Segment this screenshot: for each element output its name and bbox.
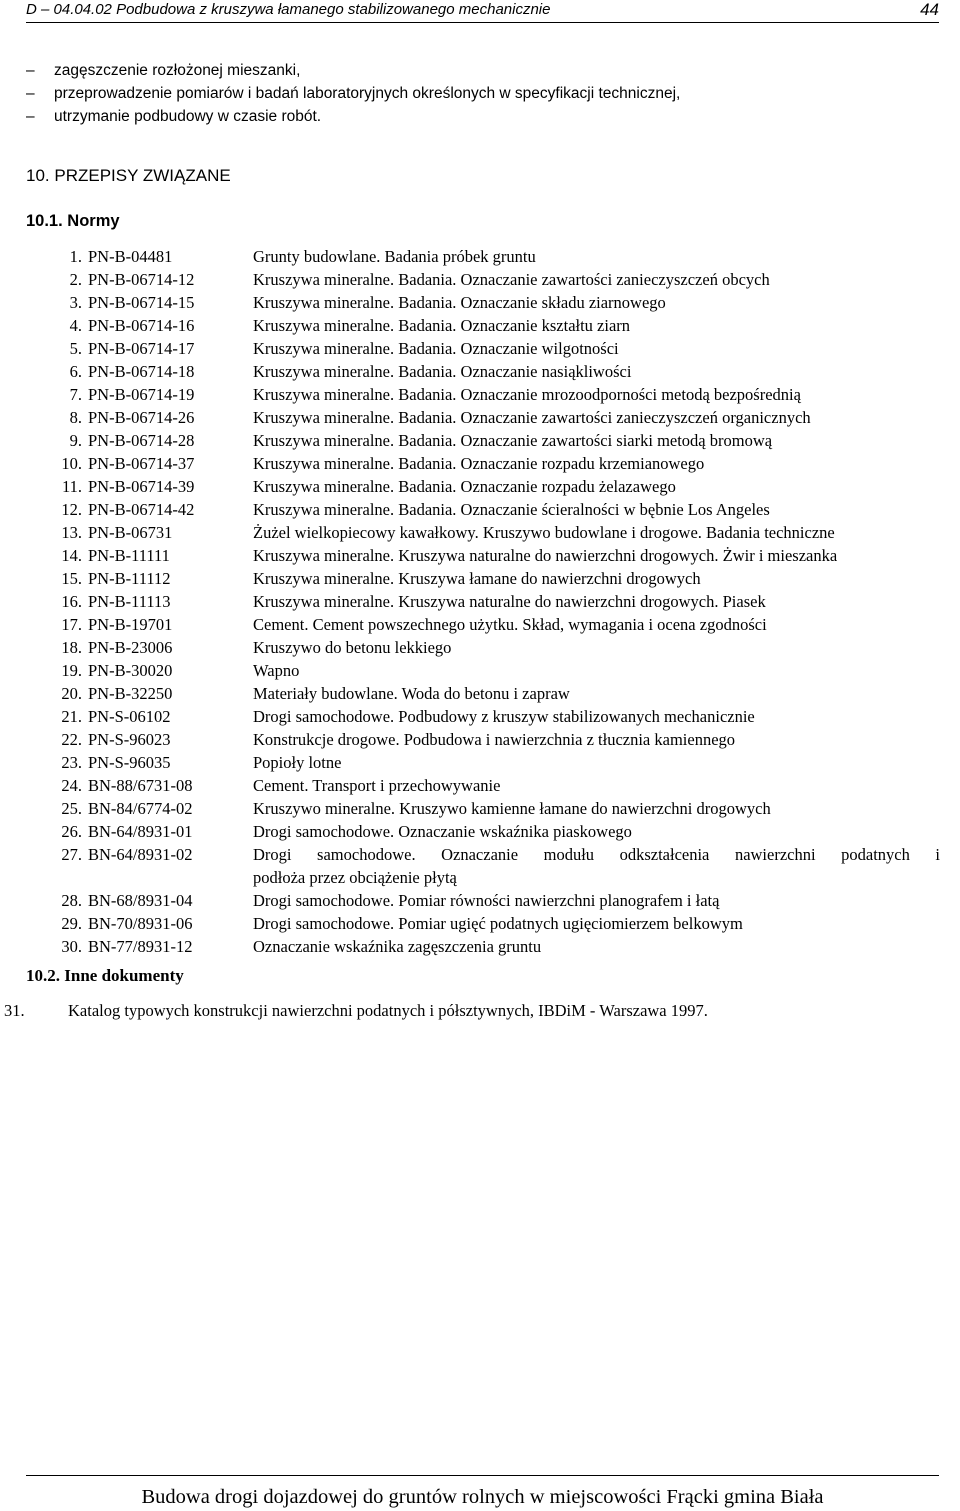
norm-number: 4. (69, 316, 82, 335)
bullet-list (26, 59, 926, 128)
norm-number: 27. (61, 845, 82, 864)
norm-description: Kruszywo do betonu lekkiego (253, 638, 452, 657)
page-header (26, 0, 939, 23)
norm-row (26, 314, 940, 337)
norm-row (26, 843, 940, 889)
norm-number: 21. (61, 707, 82, 726)
list-item (26, 82, 926, 105)
norm-description: Kruszywa mineralne. Badania. Oznaczanie ścieralności w bębnie Los Angeles (253, 500, 770, 519)
norm-row (26, 337, 940, 360)
norm-number: 3. (69, 293, 82, 312)
norm-row (26, 567, 940, 590)
norm-code: PN-B-32250 (88, 684, 173, 703)
other-docs-heading: 10.2. Inne dokumenty (26, 966, 184, 985)
list-item-text: utrzymanie podbudowy w czasie robót. (54, 108, 322, 125)
norm-row (26, 820, 940, 843)
norm-number: 26. (61, 822, 82, 841)
norm-row (26, 590, 940, 613)
page-number: 44 (920, 0, 939, 19)
norm-number: 11. (61, 477, 82, 496)
norm-code: BN-64/8931-02 (88, 845, 193, 864)
norm-code: PN-B-06731 (88, 523, 173, 542)
dash-marker: – (26, 62, 35, 79)
norm-number: 17. (61, 615, 82, 634)
norm-code: PN-B-06714-26 (88, 408, 195, 427)
norm-row (26, 521, 940, 544)
norm-description (253, 843, 940, 889)
norm-code: BN-68/8931-04 (88, 891, 193, 910)
norm-description: Kruszywa mineralne. Kruszywa łamane do nawierzchni drogowych (253, 569, 701, 588)
norm-code: PN-B-23006 (88, 638, 173, 657)
dash-marker: – (26, 85, 35, 102)
norm-number: 8. (69, 408, 82, 427)
norm-code: PN-B-06714-37 (88, 454, 195, 473)
norm-description: Oznaczanie wskaźnika zagęszczenia gruntu (253, 937, 542, 956)
norm-row (26, 751, 940, 774)
norm-description: Kruszywa mineralne. Badania. Oznaczanie kształtu ziarn (253, 316, 631, 335)
norm-code: PN-B-11113 (88, 592, 171, 611)
norm-row (26, 682, 940, 705)
norm-description: Kruszywa mineralne. Badania. Oznaczanie składu ziarnowego (253, 293, 666, 312)
norm-row (26, 429, 940, 452)
norm-row (26, 935, 940, 958)
norm-code: PN-B-06714-39 (88, 477, 195, 496)
norm-row (26, 797, 940, 820)
norm-description: Drogi samochodowe. Oznaczanie wskaźnika piaskowego (253, 822, 632, 841)
list-item (4, 999, 708, 1022)
norm-description: Kruszywa mineralne. Kruszywa naturalne do nawierzchni drogowych. Piasek (253, 592, 766, 611)
norm-code: PN-B-06714-28 (88, 431, 195, 450)
norm-description: Drogi samochodowe. Podbudowy z kruszyw stabilizowanych mechanicznie (253, 707, 755, 726)
norm-description: Drogi samochodowe. Pomiar równości nawierzchni planografem i łatą (253, 891, 720, 910)
norm-description: Żużel wielkopiecowy kawałkowy. Kruszywo budowlane i drogowe. Badania techniczne (253, 523, 835, 542)
norm-number: 28. (61, 891, 82, 910)
norm-code: PN-B-06714-15 (88, 293, 195, 312)
norm-number: 19. (61, 661, 82, 680)
norm-row (26, 613, 940, 636)
norm-row (26, 728, 940, 751)
norm-description: Popioły lotne (253, 753, 342, 772)
norm-description: Drogi samochodowe. Pomiar ugięć podatnych ugięciomierzem belkowym (253, 914, 743, 933)
norms-heading: 10.1. Normy (26, 212, 120, 230)
norm-number: 30. (61, 937, 82, 956)
norm-row (26, 774, 940, 797)
norm-row (26, 636, 940, 659)
norm-description-line: podłoża przez obciążenie płytą (253, 868, 457, 887)
norm-row (26, 245, 940, 268)
norm-row (26, 475, 940, 498)
norm-number: 13. (61, 523, 82, 542)
norm-description: Kruszywo mineralne. Kruszywo kamienne łamane do nawierzchni drogowych (253, 799, 771, 818)
list-item (26, 59, 926, 82)
norm-number: 22. (61, 730, 82, 749)
norm-code: PN-B-11111 (88, 546, 170, 565)
norm-row (26, 498, 940, 521)
norm-code: BN-77/8931-12 (88, 937, 193, 956)
norm-code: PN-B-06714-19 (88, 385, 195, 404)
norm-code: PN-B-11112 (88, 569, 171, 588)
norm-description: Kruszywa mineralne. Badania. Oznaczanie rozpadu krzemianowego (253, 454, 705, 473)
norm-code: BN-84/6774-02 (88, 799, 193, 818)
list-item (26, 105, 926, 128)
norm-code: PN-S-96023 (88, 730, 171, 749)
norm-description: Konstrukcje drogowe. Podbudowa i nawierzchnia z tłucznia kamiennego (253, 730, 736, 749)
norm-row (26, 291, 940, 314)
norm-code: PN-B-30020 (88, 661, 173, 680)
norm-row (26, 383, 940, 406)
norm-description: Kruszywa mineralne. Badania. Oznaczanie zawartości zanieczyszczeń organicznych (253, 408, 811, 427)
norm-number: 7. (69, 385, 82, 404)
norm-description: Kruszywa mineralne. Badania. Oznaczanie mrozoodporności metodą bezpośrednią (253, 385, 801, 404)
dash-marker: – (26, 108, 35, 125)
norm-description: Kruszywa mineralne. Badania. Oznaczanie nasiąkliwości (253, 362, 632, 381)
page-footer: Budowa drogi dojazdowej do gruntów rolnych w miejscowości Frącki gmina Biała (26, 1475, 939, 1509)
doc-text: Katalog typowych konstrukcji nawierzchni podatnych i półsztywnych, IBDiM - Warszawa 1997. (68, 1001, 708, 1020)
norm-description: Cement. Cement powszechnego użytku. Skład, wymagania i ocena zgodności (253, 615, 767, 634)
norms-list (26, 245, 940, 958)
norm-description: Cement. Transport i przechowywanie (253, 776, 501, 795)
norm-row (26, 452, 940, 475)
list-item-text: przeprowadzenie pomiarów i badań laboratoryjnych określonych w specyfikacji technicznej, (54, 85, 681, 102)
norm-description: Grunty budowlane. Badania próbek gruntu (253, 247, 536, 266)
norm-number: 2. (69, 270, 82, 289)
norm-number: 18. (61, 638, 82, 657)
norm-number: 29. (61, 914, 82, 933)
norm-description-line: Drogi samochodowe. Oznaczanie modułu odkształcenia nawierzchni podatnych i (253, 845, 940, 864)
norm-code: PN-B-06714-42 (88, 500, 195, 519)
norm-number: 16. (61, 592, 82, 611)
norm-number: 23. (61, 753, 82, 772)
norm-number: 20. (61, 684, 82, 703)
norm-description: Materiały budowlane. Woda do betonu i zapraw (253, 684, 570, 703)
norm-row (26, 705, 940, 728)
norm-number: 15. (61, 569, 82, 588)
norm-code: BN-88/6731-08 (88, 776, 193, 795)
norm-description: Kruszywa mineralne. Badania. Oznaczanie zawartości zanieczyszczeń obcych (253, 270, 770, 289)
norm-row (26, 889, 940, 912)
norm-code: PN-B-19701 (88, 615, 173, 634)
norm-code: BN-70/8931-06 (88, 914, 193, 933)
norm-row (26, 360, 940, 383)
section-title: 10. PRZEPISY ZWIĄZANE (26, 166, 231, 185)
norm-row (26, 659, 940, 682)
norm-code: BN-64/8931-01 (88, 822, 193, 841)
norm-description: Kruszywa mineralne. Kruszywa naturalne do nawierzchni drogowych. Żwir i mieszanka (253, 546, 838, 565)
doc-number: 31. (4, 1001, 25, 1020)
norm-row (26, 268, 940, 291)
norm-row (26, 406, 940, 429)
norm-code: PN-B-06714-17 (88, 339, 195, 358)
norm-number: 9. (69, 431, 82, 450)
norm-code: PN-S-96035 (88, 753, 171, 772)
norm-description: Wapno (253, 661, 300, 680)
norm-number: 14. (61, 546, 82, 565)
norm-code: PN-S-06102 (88, 707, 171, 726)
other-docs-list (4, 999, 708, 1022)
norm-number: 24. (61, 776, 82, 795)
norm-number: 10. (61, 454, 82, 473)
norm-description: Kruszywa mineralne. Badania. Oznaczanie zawartości siarki metodą bromową (253, 431, 773, 450)
norm-row (26, 912, 940, 935)
norm-description: Kruszywa mineralne. Badania. Oznaczanie wilgotności (253, 339, 619, 358)
header-title: D – 04.04.02 Podbudowa z kruszywa łamanego stabilizowanego mechanicznie (26, 1, 551, 18)
norm-number: 1. (69, 247, 82, 266)
norm-description: Kruszywa mineralne. Badania. Oznaczanie rozpadu żelazawego (253, 477, 676, 496)
norm-code: PN-B-06714-16 (88, 316, 195, 335)
norm-number: 12. (61, 500, 82, 519)
list-item-text: zagęszczenie rozłożonej mieszanki, (54, 62, 301, 79)
norm-number: 5. (69, 339, 82, 358)
norm-number: 6. (69, 362, 82, 381)
norm-code: PN-B-04481 (88, 247, 173, 266)
norm-row (26, 544, 940, 567)
norm-code: PN-B-06714-12 (88, 270, 195, 289)
norm-number: 25. (61, 799, 82, 818)
norm-code: PN-B-06714-18 (88, 362, 195, 381)
